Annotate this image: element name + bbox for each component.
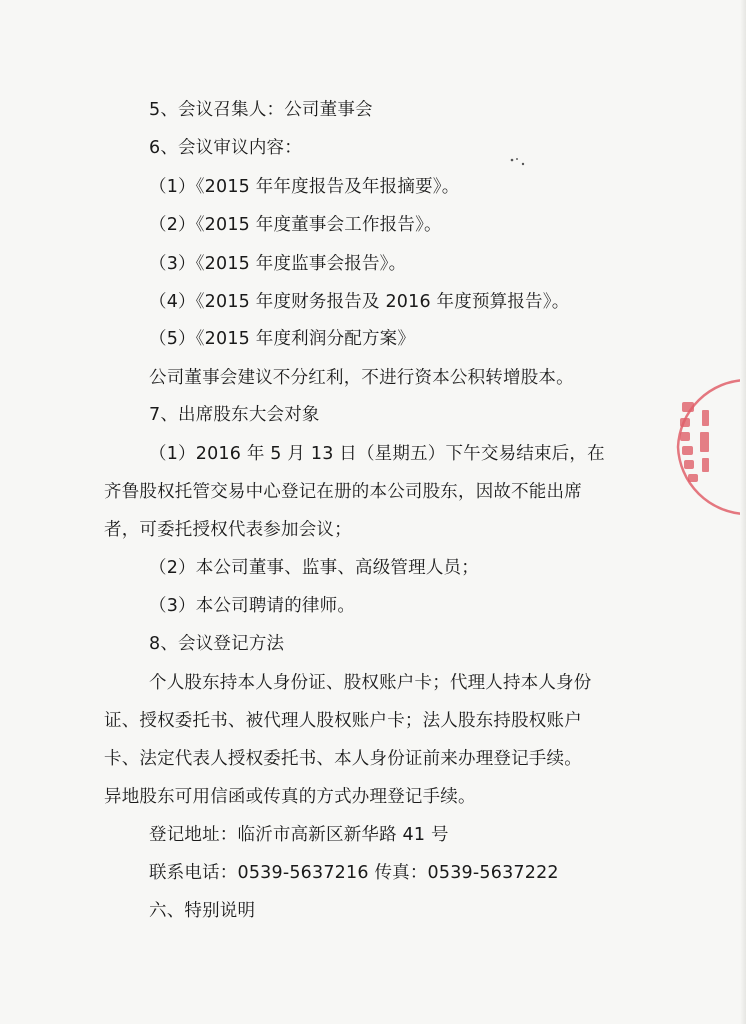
seal-stamp-icon: [668, 372, 746, 522]
text-line: 个人股东持本人身份证、股权账户卡；代理人持本人身份: [149, 673, 592, 693]
text-line: 8、会议登记方法: [149, 634, 285, 654]
text-line: （1）《2015 年年度报告及年报摘要》。: [149, 177, 460, 197]
text-line: 联系电话：0539-5637216 传真：0539-5637222: [149, 863, 559, 883]
scan-edge: [740, 0, 746, 1024]
text-line: 齐鲁股权托管交易中心登记在册的本公司股东，因故不能出席: [104, 482, 582, 502]
text-line: 6、会议审议内容：: [149, 138, 302, 158]
text-line: 登记地址：临沂市高新区新华路 41 号: [149, 825, 449, 845]
text-line: 5、会议召集人：公司董事会: [149, 100, 373, 120]
text-line: （2）本公司董事、监事、高级管理人员；: [149, 558, 479, 578]
text-line: 六、特别说明: [149, 901, 256, 921]
text-line: （4）《2015 年度财务报告及 2016 年度预算报告》。: [149, 292, 570, 312]
text-line: 公司董事会建议不分红利，不进行资本公积转增股本。: [149, 368, 574, 388]
text-line: 者，可委托授权代表参加会议；: [104, 520, 352, 540]
text-line: 异地股东可用信函或传真的方式办理登记手续。: [104, 787, 476, 807]
text-line: 卡、法定代表人授权委托书、本人身份证前来办理登记手续。: [104, 749, 582, 769]
scan-speck-icon: [508, 156, 530, 168]
text-line: （3）本公司聘请的律师。: [149, 596, 356, 616]
text-line: （5）《2015 年度利润分配方案》: [149, 329, 416, 349]
text-line: （2）《2015 年度董事会工作报告》。: [149, 215, 442, 235]
text-line: 7、出席股东大会对象: [149, 405, 320, 425]
text-line: （1）2016 年 5 月 13 日（星期五）下午交易结束后，在: [149, 444, 605, 464]
text-line: 证、授权委托书、被代理人股权账户卡；法人股东持股权账户: [104, 711, 582, 731]
text-line: （3）《2015 年度监事会报告》。: [149, 254, 407, 274]
